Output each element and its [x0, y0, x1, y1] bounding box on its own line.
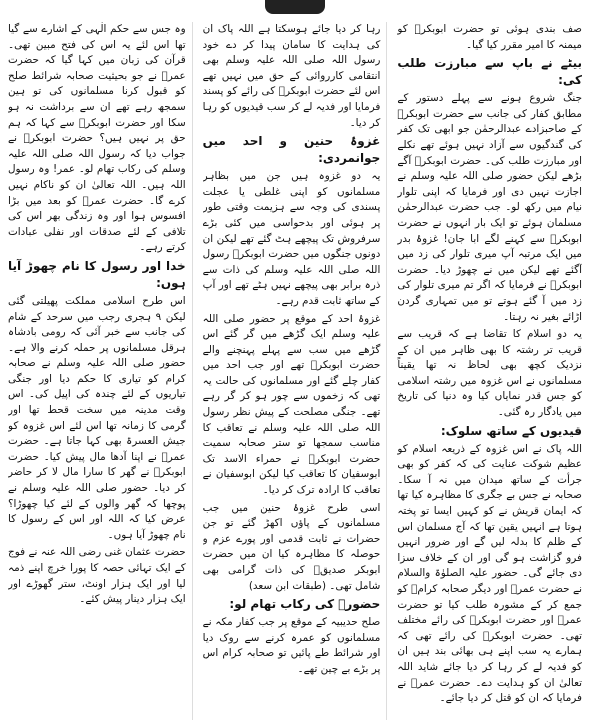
column-middle	[203, 22, 388, 720]
paragraph: یہ دو اسلام کا تقاضا ہے کہ قریب سے قریب تر رشتہ کا بھی ظاہر میں ان کے نزدیک کچھ بھی لحاظ نہ تھا یقیناً مسلمانوں نے اس غزوہ میں رشتہ اسلامی کو جس قدر نمایاں کیا وہ دنیا کی تاریخ میں یادگار رہ گئی۔	[397, 328, 582, 419]
section-heading: غزوۂ حنین و احد میں جوانمردی:	[202, 134, 381, 166]
page-header-tab	[265, 0, 325, 14]
paragraph: جنگ شروع ہونے سے پہلے دستور کے مطابق کفار کی جانب سے حضرت ابوبکرؓ کے صاحبزادے عبدالرحمٰن جو ابھی تک کفر کی گندگیوں سے آزاد نہیں ہوئے تھے نکلے اور مبارزت طلب کی۔ حضرت ابوبکرؓ آگے بڑھے لیکن حضور صلی اللہ علیہ وسلم نے اجازت نہیں دی اور فرمایا کہ اپنی تلوار نیام میں رکھ لو۔ جب حضرت عبدالرحمٰن مسلمان ہوئے تو ایک بار انہوں نے حضرت ابوبکرؓ سے کہنے لگے ابا جان! غزوۂ بدر میں ایک مرتبہ آپ میری تلوار کی زد میں آگئے تھے لیکن میں نے چھوڑ دیا۔ حضرت ابوبکرؓ نے فرمایا کہ اگر تم میری تلوار کی زد میں آ گئے ہوتے تو میں تمہاری گردن اڑائے بغیر نہ رہتا۔	[397, 92, 582, 323]
section-heading: بیٹے نے باپ سے مبارزت طلب کی:	[397, 56, 582, 88]
section-heading: خدا اور رسول کا نام چھوڑ آیا ہوں:	[8, 258, 186, 290]
paragraph: غزوۂ احد کے موقع پر حضور صلی اللہ علیہ وسلم ایک گڑھے میں گر گئے اس گڑھے میں سب سے پہلے پہنچنے والے حضرت ابوبکرؓ تھے اور جب احد میں کفار چلے گئے اور مسلمانوں کی حالت یہ تھی کہ زخموں سے چور ہو کر گر رہے تھے۔ جنگی مصلحت کے پیش نظر رسول اللہ صلی اللہ علیہ وسلم نے تعاقب کا مناسب سمجھا تو ستر صحابہ سمیت حضرت ابوبکرؓ نے حمراء الاسد تک ابوسفیان کا تعاقب کیا لیکن ابوسفیان نے تعاقب کا ارادہ ترک کر دیا۔	[202, 312, 381, 497]
text-columns	[8, 22, 582, 720]
section-heading: حضورؐ کی رکاب تھام لو:	[229, 597, 381, 612]
section-heading: قیدیوں کے ساتھ سلوک:	[440, 423, 582, 438]
paragraph: رہا کر دیا جائے ہوسکتا ہے اللہ پاک ان کی ہدایت کا سامان پیدا کر دے خود رسول اللہ صلی اللہ علیہ وسلم بھی انتقامی کارروائی کے حق میں نہیں تھے اس لئے حضرت ابوبکرؓ کی رائے کو پسند فرمایا اور فدیہ لے کر سب قیدیوں کو رہا کر دیا۔	[202, 23, 381, 129]
paragraph: اسی طرح غزوۂ حنین میں جب مسلمانوں کے پاؤں اکھڑ گئے تو جن حضرات نے ثابت قدمی اور پورے عزم و حوصلہ کا مظاہرہ کیا ان میں حضرت ابوبکر صدیقؓ کی ذات گرامی بھی شامل تھی۔ (طبقات ابن سعد)	[202, 501, 381, 592]
paragraph: اللہ پاک نے اس غزوہ کے ذریعہ اسلام کو عظیم شوکت عنایت کی کہ کفر کو بھی جرأت کے ساتھ میدان میں نہ آ سکا۔ صحابہ نے جس بے جگری کا مظاہرہ کیا تھا کہ ایمان قریش نے کو کہیں ایسا تو پختہ ہوتا ہے انہیں یقین تھا کہ آج مسلمان اس کے ظلم کا بدلہ لیں گے اور ضرور انہیں فرو گزاشت ہو گی اور ان کے خلاف سزا دی جائے گی۔ حضور علیہ الصلوٰۃ والسلام نے حضرت عمرؓ اور دیگر صحابہ کرامؓ کو جمع کر کے مشورہ طلب کیا تو حضرت عمرؓ اور حضرت ابوبکرؓ کی رائے مختلف تھی۔ حضرت ابوبکرؓ کی رائے تھی کہ ہمارے یہ سب اپنے ہی بھائی بند ہیں ان کو فدیہ لے کر رہا کر دیا جائے شاید اللہ تعالیٰ ان کو ہدایت دے۔ حضرت عمرؓ نے فرمایا کہ ان کو قتل کر دیا جائے۔	[397, 442, 582, 705]
paragraph: حضرت عثمان غنی رضی اللہ عنہ نے فوج کے ایک تہائی حصہ کا پورا خرچ اپنے ذمہ لیا اور ایک ہزار اونٹ، ستر گھوڑے اور ایک ہزار دینار پیش کئے۔	[8, 546, 186, 606]
paragraph: اس طرح اسلامی مملکت پھیلتی گئی لیکن ۹ ہجری رجب میں سرحد کے شام کی جانب سے خبر آئی کہ رومی بادشاہ ہرقل مسلمانوں پر حملہ کرنے والا ہے۔ حضور صلی اللہ علیہ وسلم نے صحابہ کرام کو تیاری کا حکم دیا اور جنگی تیاریوں کے لئے چندہ کی اپیل کی۔ اس وقت مدینہ میں سخت قحط تھا اور گرمی کا زمانہ تھا اس لئے اس غزوہ کو جیش العسرۃ بھی کہا جاتا ہے۔ حضرت عمرؓ نے اپنا آدھا مال پیش کیا۔ حضرت ابوبکرؓ نے گھر کا سارا مال لا کر حاضر کر دیا۔ حضور صلی اللہ علیہ وسلم نے پوچھا کہ گھر والوں کے لئے کیا چھوڑا؟ عرض کیا کہ اللہ اور اس کے رسول کا نام چھوڑ آیا ہوں۔	[8, 294, 186, 541]
paragraph: یہ دو غزوہ ہیں جن میں بظاہر مسلمانوں کو اپنی غلطی یا عجلت پسندی کی وجہ سے ہزیمت وقتی طور پر ہوئی اور بدحواسی میں کئی بڑے سرفروش تک پیچھے ہٹ گئے تھے لیکن ان دونوں جنگوں میں حضرت ابوبکرؓ رسول اللہ صلی اللہ علیہ وسلم کی ذات سے ذرہ برابر بھی پیچھے نہیں ہٹے تھے اور آپ کے ساتھ ثابت قدم رہے۔	[202, 170, 381, 307]
paragraph: صف بندی ہوئی تو حضرت ابوبکرؓ کو میمنہ کا امیر مقرر کیا گیا۔	[397, 23, 582, 51]
paragraph: صلح حدیبیہ کے موقع پر جب کفار مکہ نے مسلمانوں کو عمرہ کرنے سے روک دیا اور شرائط طے پائیں تو صحابہ کرام اس پر بڑے بے چین تھے۔	[202, 616, 381, 675]
paragraph: وہ جس سے حکم الٰہی کے اشارے سے گیا تھا اس لئے یہ اس کی فتح مبین تھی۔ قرآن کی زبان میں کہا گیا کہ حضرت عمرؓ نے جو بحیثیت صحابہ شرائط صلح کو قبول کرنا مسلمانوں کی تو ہین سمجھ رہے تھے ان سے برداشت نہ ہو سکا اور حضرت ابوبکرؓ سے کہا کہ ہم حق پر نہیں ہیں؟ حضرت ابوبکرؓ نے جواب دیا کہ رسول اللہ صلی اللہ علیہ وسلم کی رکاب تھام لو۔ عمر! وہ رسول اللہ ہیں۔ اللہ تعالیٰ ان کو ناکام نہیں کرے گا۔ حضرت عمرؓ کو بعد میں بڑا افسوس ہوا اور وہ زندگی بھر اس کی تلافی کے لئے صدقات اور نفلی عبادات کرتے رہے۔	[8, 23, 186, 254]
column-left	[8, 22, 193, 720]
column-right	[397, 22, 582, 720]
